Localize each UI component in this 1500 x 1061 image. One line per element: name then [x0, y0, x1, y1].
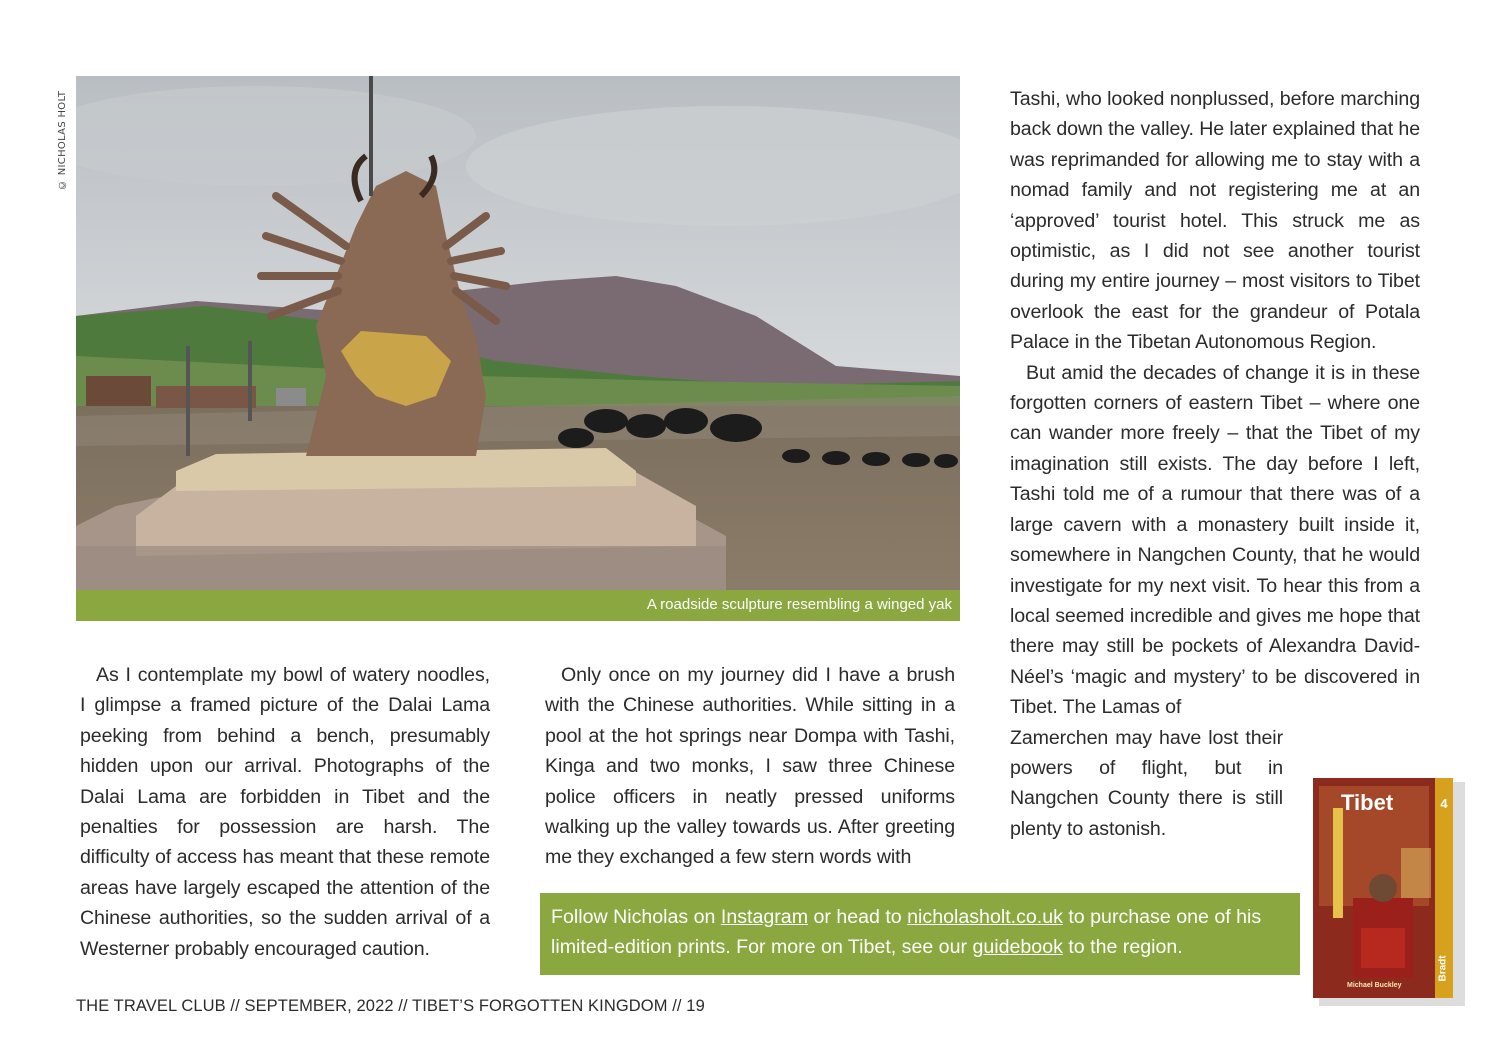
paragraph: Only once on my journey did I have a brush with the Chinese authorities. While sitting in a pool at the hot springs near Dompa with Tashi, Kinga and two monks, I saw three Chinese police officers in neatly pressed uniforms walking up the valley towards us. After greeting me they exchanged a few stern words with: [545, 664, 955, 869]
guidebook-link[interactable]: guidebook: [972, 936, 1063, 959]
book-edition: 4: [1440, 796, 1448, 811]
book-publisher: Bradt: [1437, 955, 1449, 982]
promo-text: to the region.: [1062, 936, 1183, 959]
page-footer: [76, 997, 705, 1016]
book-title: Tibet: [1341, 790, 1394, 815]
promo-text: Follow Nicholas on: [551, 906, 721, 928]
promo-text: to purchase one of his limited-edition prints. For more on Tibet, see our: [551, 906, 1262, 959]
promo-box: [540, 893, 1300, 975]
paragraph-continuation: Zamerchen may have lost their powers of flight, but in Nangchen County there is still plenty to astonish.: [1010, 726, 1283, 840]
article-column-3: [1010, 84, 1420, 844]
article-column-1: [80, 660, 490, 964]
feature-photo: [76, 76, 960, 621]
book-author: Michael Buckley: [1347, 982, 1402, 989]
instagram-link[interactable]: Instagram: [720, 906, 809, 928]
paragraph: Tashi, who looked nonplussed, before marching back down the valley. He later explained that he was reprimanded for allowing me to stay with a nomad family and not registering me at an ‘approved’ tourist hotel. This struck me as optimistic, as I did not see another tourist during my entire journey – most visitors to Tibet overlook the east for the grandeur of Potala Palace in the Tibetan Autonomous Region.: [1010, 88, 1420, 354]
guidebook-cover[interactable]: [1313, 778, 1465, 1006]
footer-text: THE TRAVEL CLUB // SEPTEMBER, 2022 // TIBET’S FORGOTTEN KINGDOM //: [76, 997, 687, 1015]
paragraph: As I contemplate my bowl of watery noodles, I glimpse a framed picture of the Dalai Lama peeking from behind a bench, presumably hidden upon our arrival. Photographs of the Dalai Lama are forbidden in Tibet and the penalties for possession are harsh. The difficulty of access has meant that these remote areas have largely escaped the attention of the Chinese authorities, so the sudden arrival of a Westerner probably encouraged caution.: [80, 664, 490, 960]
website-link[interactable]: nicholasholt.co.uk: [907, 906, 1063, 928]
page-number: 19: [686, 997, 705, 1015]
promo-text: or head to: [808, 906, 908, 928]
sculpture-photo-illustration: [76, 76, 960, 621]
paragraph: But amid the decades of change it is in these forgotten corners of eastern Tibet – where one can wander more freely – that the Tibet of my imagination still exists. The day before I left, Tashi told me of a rumour that there was of a large cavern with a monastery built inside it, somewhere in Nangchen County, that he would investigate for my next visit. To hear this from a local seemed incredible and gives me hope that there may still be pockets of Alexandra David-Néel’s ‘magic and mystery’ to be discovered in Tibet. The Lamas of: [1010, 361, 1420, 719]
article-column-2: [545, 660, 955, 873]
photo-credit: © NICHOLAS HOLT: [57, 90, 68, 190]
photo-caption: A roadside sculpture resembling a winged yak: [76, 590, 960, 621]
